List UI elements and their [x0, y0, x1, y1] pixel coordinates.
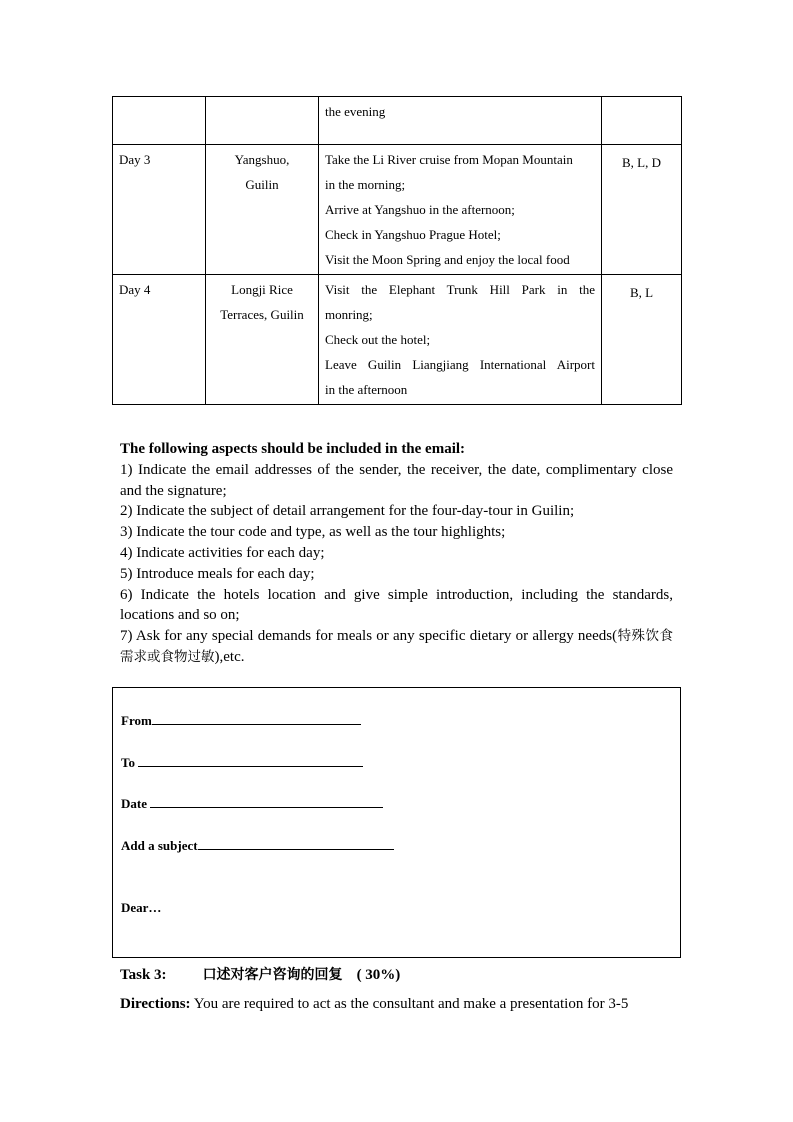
requirement-item-7	[120, 626, 673, 668]
subject-field[interactable]	[121, 837, 394, 854]
itinerary-meals-cell: B, L	[602, 275, 682, 405]
task3-label: Task 3:	[120, 967, 167, 983]
requirement-item-7-suffix: ),etc.	[214, 648, 245, 665]
subject-blank-line[interactable]	[198, 837, 394, 850]
itinerary-day-cell: Day 4	[113, 275, 206, 405]
task3-percent: ( 30%)	[356, 967, 401, 983]
requirement-item-3: 3) Indicate the tour code and type, as well as the tour highlights;	[120, 524, 506, 541]
requirement-item-1: 1) Indicate the email addresses of the sender, the receiver, the date, complimentary close and the signature;	[120, 461, 673, 499]
email-requirements	[120, 439, 673, 668]
itinerary-activity-line: Leave Guilin Liangjiang International Airport	[325, 357, 595, 372]
requirement-item-7-prefix: 7) Ask for any special demands for meals or any specific dietary or allergy needs(	[120, 628, 618, 645]
itinerary-day-cell	[113, 97, 206, 145]
itinerary-row	[113, 97, 682, 145]
itinerary-activities-cell	[319, 97, 602, 145]
requirement-item-2: 2) Indicate the subject of detail arrangement for the four-day-tour in Guilin;	[120, 503, 575, 520]
from-label: From	[121, 713, 152, 728]
itinerary-activities-cell	[319, 275, 602, 405]
date-field[interactable]	[121, 795, 383, 812]
itinerary-place-cell	[206, 275, 319, 405]
itinerary-row	[113, 145, 682, 275]
task3-directions	[120, 996, 628, 1013]
itinerary-place-line: Longji Rice	[231, 282, 293, 297]
itinerary-activity-line: Take the Li River cruise from Mopan Mountain	[325, 152, 573, 167]
itinerary-place-line: Yangshuo,	[234, 152, 290, 167]
requirements-heading: The following aspects should be included in the email:	[120, 441, 466, 457]
itinerary-activity-line: Visit the Moon Spring and enjoy the local food	[325, 252, 570, 267]
itinerary-table	[112, 96, 682, 405]
itinerary-activity-line: Check out the hotel;	[325, 332, 431, 347]
itinerary-meals-cell: B, L, D	[602, 145, 682, 275]
itinerary-meals-cell	[602, 97, 682, 145]
requirement-item-4: 4) Indicate activities for each day;	[120, 544, 325, 561]
itinerary-activity-line: Visit the Elephant Trunk Hill Park in the	[325, 282, 595, 297]
itinerary-activity-line: Arrive at Yangshuo in the afternoon;	[325, 202, 515, 217]
from-blank-line[interactable]	[152, 712, 361, 725]
requirement-item-7-chinese: 特殊饮食需求或食物过敏	[120, 628, 674, 665]
itinerary-activities-cell	[319, 145, 602, 275]
itinerary-place-line: Terraces, Guilin	[220, 307, 304, 322]
dear-label: Dear…	[121, 900, 162, 915]
directions-label: Directions:	[120, 996, 191, 1012]
task3-heading	[120, 964, 400, 984]
salutation-field[interactable]	[121, 900, 161, 916]
date-blank-line[interactable]	[150, 795, 383, 808]
from-field[interactable]	[121, 712, 361, 729]
requirement-item-5: 5) Introduce meals for each day;	[120, 565, 315, 582]
itinerary-row	[113, 275, 682, 405]
itinerary-place-cell	[206, 97, 319, 145]
itinerary-place-line: Guilin	[245, 177, 279, 192]
to-field[interactable]	[121, 754, 363, 771]
itinerary-activity-line: in the morning;	[325, 177, 406, 192]
itinerary-place-cell	[206, 145, 319, 275]
itinerary-day-cell: Day 3	[113, 145, 206, 275]
date-label: Date	[121, 796, 147, 811]
directions-text: You are required to act as the consultant and make a presentation for 3-5	[193, 996, 629, 1012]
to-label: To	[121, 755, 135, 770]
itinerary-activity-line: monring;	[325, 307, 373, 322]
itinerary-activity-line: Check in Yangshuo Prague Hotel;	[325, 227, 501, 242]
to-blank-line[interactable]	[138, 754, 363, 767]
task3-title: 口述对客户咨询的回复	[202, 967, 343, 983]
email-answer-box	[112, 687, 681, 958]
itinerary-activity-line: the evening	[325, 104, 386, 119]
subject-label: Add a subject	[121, 838, 198, 853]
requirement-item-6: 6) Indicate the hotels location and give simple introduction, including the standards, locations and so on;	[120, 586, 673, 624]
itinerary-activity-line: in the afternoon	[325, 382, 408, 397]
